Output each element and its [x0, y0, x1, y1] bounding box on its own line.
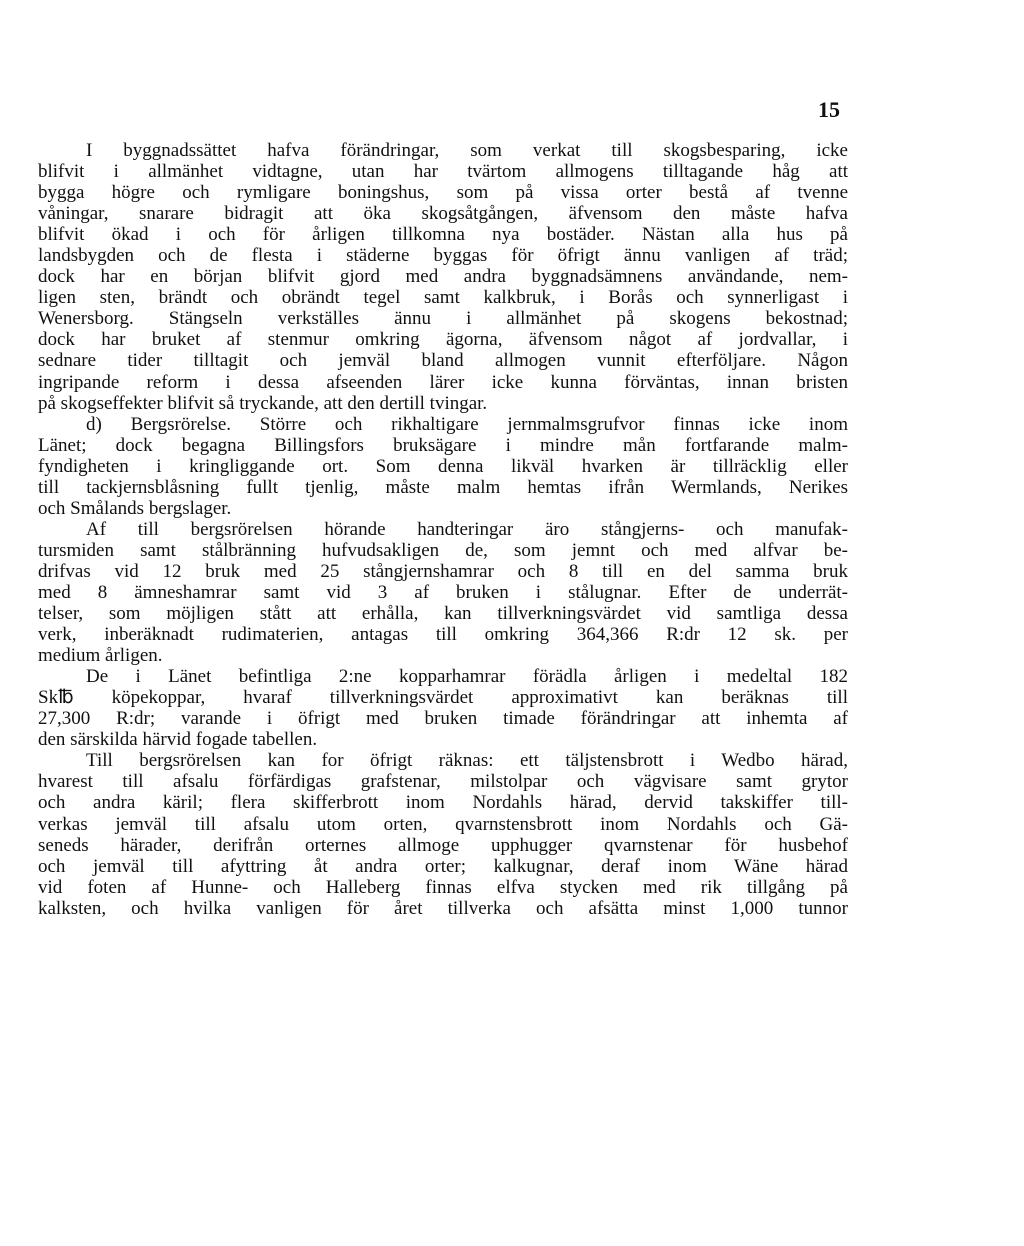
text-line: telser, som möjligen stått att erhålla, kan tillverkningsvärdet vid samtliga dessa	[38, 603, 848, 625]
text-line: och andra käril; flera skifferbrott inom Nordahls härad, dervid takskiffer till-	[38, 792, 848, 814]
text-line: 27,300 R:dr; varande i öfrigt med bruken timade förändringar att inhemta af	[38, 708, 848, 730]
text-line: på skogseffekter blifvit så tryckande, att den dertill tvingar.	[38, 392, 488, 414]
text-line: landsbygden och de flesta i städerne byggas för öfrigt ännu vanligen af träd;	[38, 245, 848, 267]
text-line: Till bergsrörelsen kan for öfrigt räknas: ett täljstensbrott i Wedbo härad,	[86, 750, 848, 772]
text-line: den särskilda härvid fogade tabellen.	[38, 729, 318, 751]
text-line: och jemväl till afyttring åt andra orter; kalkugnar, deraf inom Wäne härad	[38, 855, 848, 877]
text-line: medium årligen.	[38, 645, 163, 667]
text-line: till tackjernsblåsning fullt tjenlig, måste malm hemtas ifrån Wermlands, Nerikes	[38, 476, 848, 498]
text-line: ingripande reform i dessa afseenden lärer icke kunna förväntas, innan bristen	[38, 371, 848, 393]
text-line: ligen sten, brändt och obrändt tegel samt kalkbruk, i Borås och synnerligast i	[38, 287, 848, 309]
text-line: Sk℔ köpekoppar, hvaraf tillverkningsvärdet approximativt kan beräknas till	[38, 687, 848, 709]
page-number: 15	[818, 97, 840, 122]
text-line: med 8 ämneshamrar samt vid 3 af bruken i stålugnar. Efter de underrät-	[38, 581, 848, 603]
text-line: vid foten af Hunne- och Halleberg finnas elfva stycken med rik tillgång på	[38, 876, 848, 898]
text-line: Wenersborg. Stängseln verkställes ännu i allmänhet på skogens bekostnad;	[38, 308, 848, 330]
text-line: verk, inberäknadt rudimaterien, antagas till omkring 364,366 R:dr 12 sk. per	[38, 624, 848, 646]
text-line: fyndigheten i kringliggande ort. Som denna likväl hvarken är tillräcklig eller	[38, 455, 848, 477]
text-line: Länet; dock begagna Billingsfors bruksägare i mindre mån fortfarande malm-	[38, 434, 848, 456]
text-line: och Smålands bergslager.	[38, 497, 232, 519]
text-line: Af till bergsrörelsen hörande handteringar äro stångjerns- och manufak-	[86, 518, 848, 540]
text-line: seneds härader, derifrån orternes allmoge upphugger qvarnstenar för husbehof	[38, 834, 848, 856]
text-line: kalksten, och hvilka vanligen för året tillverka och afsätta minst 1,000 tunnor	[38, 897, 848, 919]
text-line: d) Bergsrörelse. Större och rikhaltigare jernmalmsgrufvor finnas icke inom	[86, 413, 848, 435]
text-line: blifvit i allmänhet vidtagne, utan har tvärtom allmogens tilltagande håg att	[38, 161, 848, 183]
text-line: våningar, snarare bidragit att öka skogsåtgången, äfvensom den måste hafva	[38, 203, 848, 225]
text-line: blifvit ökad i och för årligen tillkomna nya bostäder. Nästan alla hus på	[38, 224, 848, 246]
text-line: bygga högre och rymligare boningshus, som på vissa orter bestå af tvenne	[38, 182, 848, 204]
text-line: verkas jemväl till afsalu utom orten, qvarnstensbrott inom Nordahls och Gä-	[38, 813, 848, 835]
body-text	[38, 140, 848, 919]
text-line: dock har en början blifvit gjord med andra byggnadsämnens användande, nem-	[38, 266, 848, 288]
text-line: hvarest till afsalu förfärdigas grafstenar, milstolpar och vägvisare samt grytor	[38, 771, 848, 793]
text-line: sednare tider tilltagit och jemväl bland allmogen vunnit efterföljare. Någon	[38, 350, 848, 372]
text-line: drifvas vid 12 bruk med 25 stångjernshamrar och 8 till en del samma bruk	[38, 560, 848, 582]
text-line: tursmiden samt stålbränning hufvudsakligen de, som jemnt och med alfvar be-	[38, 539, 848, 561]
text-line: dock har bruket af stenmur omkring ägorna, äfvensom något af jordvallar, i	[38, 329, 848, 351]
text-line: De i Länet befintliga 2:ne kopparhamrar förädla årligen i medeltal 182	[86, 666, 848, 688]
text-line: I byggnadssättet hafva förändringar, som verkat till skogsbesparing, icke	[86, 140, 848, 161]
